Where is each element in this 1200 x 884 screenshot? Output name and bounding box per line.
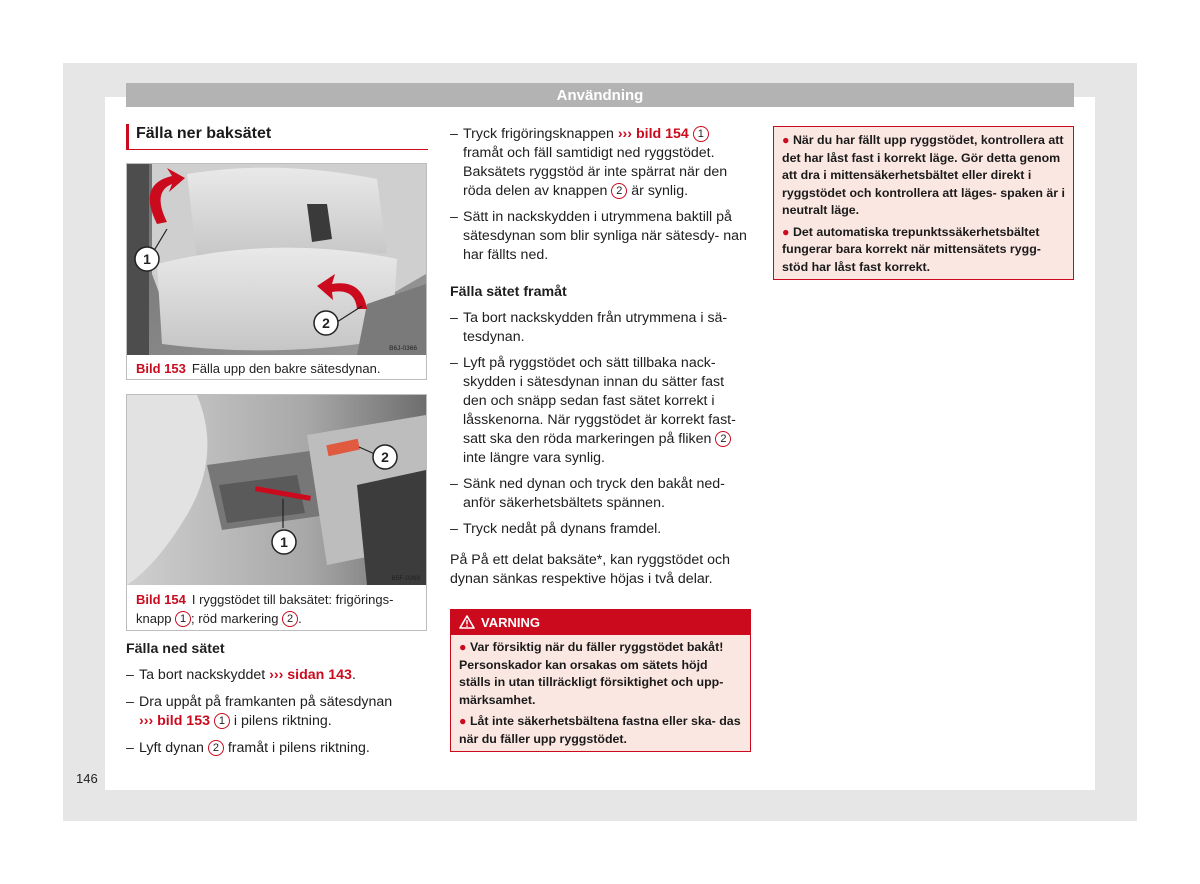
warning-header [451,610,750,635]
list-item: – Sänk ned dynan och tryck den bakåt ned- anför säkerhetsbältets spännen. [450,476,725,511]
section-title [126,124,428,150]
figure-154-marker-1 [272,530,296,554]
figure-153-caption [136,359,381,378]
figure-154 [126,394,427,631]
list-item: – Ta bort nackskydden från utrymmena i sä- tesdynan. [450,310,728,345]
figure-154-marker-2 [373,445,397,469]
bullet-icon: ● [782,133,790,147]
figure-154-caption: Bild 154 I ryggstödet till baksätet: frigörings- knapp 1 ; röd markering 2 . [136,592,394,626]
heading-fold-down: Fälla ned sätet [126,641,225,657]
bullet-icon: ● [782,224,790,239]
triple-chevron-icon: ››› [617,126,633,142]
list-item: – Dra uppåt på framkanten på sätesdynan ››› bild 153 1 i pilens riktning. [126,694,393,729]
warning-triangle-icon [459,615,475,629]
svg-text:2: 2 [381,449,389,465]
figure-154-label: Bild 154 [136,592,186,607]
figure-154-image [127,395,426,585]
page-number: 146 [76,771,98,786]
figure-153-caption-text: Fälla upp den bakre sätesdynan. [191,361,381,376]
link-bild-153[interactable]: bild 153 [157,713,210,729]
note-box: ● När du har fällt upp ryggstödet, kontrollera att det har låst fast i korrekt läge. Gör detta genom att dra i mittensäkerhetsbältet eller direkt i ryggstödet och kontrollera att läges- spaken är i neutralt läge. ● Det automatiska trepunktssäkerhetsbältet fungerar bara korrekt när mittensätets rygg- stöd har låst fast korrekt. [773,126,1074,280]
link-bild-154[interactable]: bild 154 [635,126,689,142]
triple-chevron-icon: ››› [269,667,284,683]
middle-column [450,125,750,589]
heading-fold-forward: Fälla sätet framåt [450,284,567,300]
figure-154-code: B5F-0369 [391,575,420,582]
list-item: – Ta bort nackskyddet ››› sidan 143. [126,667,356,683]
list-item: – Lyft på ryggstödet och sätt tillbaka nack- skydden i sätesdynan innan du sätter fast den och snäpp sedan fast sätet korrekt i låsskenorna. När ryggstödet är korrekt fast- satt ska den röda markeringen på fliken 2 inte längre vara synlig. [450,355,736,466]
figure-153-marker-2 [314,311,338,335]
section-title-text: Fälla ner baksätet [136,125,272,142]
list-item: – Tryck frigöringsknappen ››› bild 154 1 framåt och fäll samtidigt ned ryggstödet. Baksätets ryggstöd är inte spärrat när den röda delen av knappen 2 är synlig. [450,126,728,199]
list-item: – Lyft dynan 2 framåt i pilens riktning. [126,740,370,756]
figure-153-image [127,164,426,355]
bullet-icon: ● [459,714,467,728]
page-header [126,83,1074,107]
left-procedure [126,640,426,758]
warning-box [450,609,751,752]
marker-1-ref: 1 [175,611,191,627]
list-item: – Sätt in nackskydden i utrymmena baktill på sätesdynan som blir synliga när sätesdy- nan har fällts ned. [450,209,747,263]
figure-153-label: Bild 153 [136,361,186,376]
triple-chevron-icon: ››› [139,713,154,729]
paragraph-split-seat: På På ett delat baksäte*, kan ryggstödet och dynan sänkas respektive höjas i två delar. [450,552,730,587]
bullet-icon: ● [459,640,467,654]
figure-153-code: B6J-0366 [389,345,417,352]
list-item: – Tryck nedåt på dynans framdel. [450,521,662,537]
figure-153-marker-1 [135,247,159,271]
svg-text:2: 2 [322,315,330,331]
warning-title: VARNING [481,615,540,630]
svg-text:1: 1 [280,534,288,550]
marker-2-ref: 2 [282,611,298,627]
svg-text:1: 1 [143,251,151,267]
header-title: Användning [556,87,644,104]
link-sidan-143[interactable]: sidan 143 [287,667,352,683]
warning-body: ● Var försiktig när du fäller ryggstödet bakåt! Personskador kan orsakas om sätets höjd ställs in utan tillräckligt försiktighet och upp- märksamhet. ● Låt inte säkerhetsbältena fastna eller ska- das när du fäller upp ryggstödet. [459,640,741,746]
figure-153 [126,163,427,380]
